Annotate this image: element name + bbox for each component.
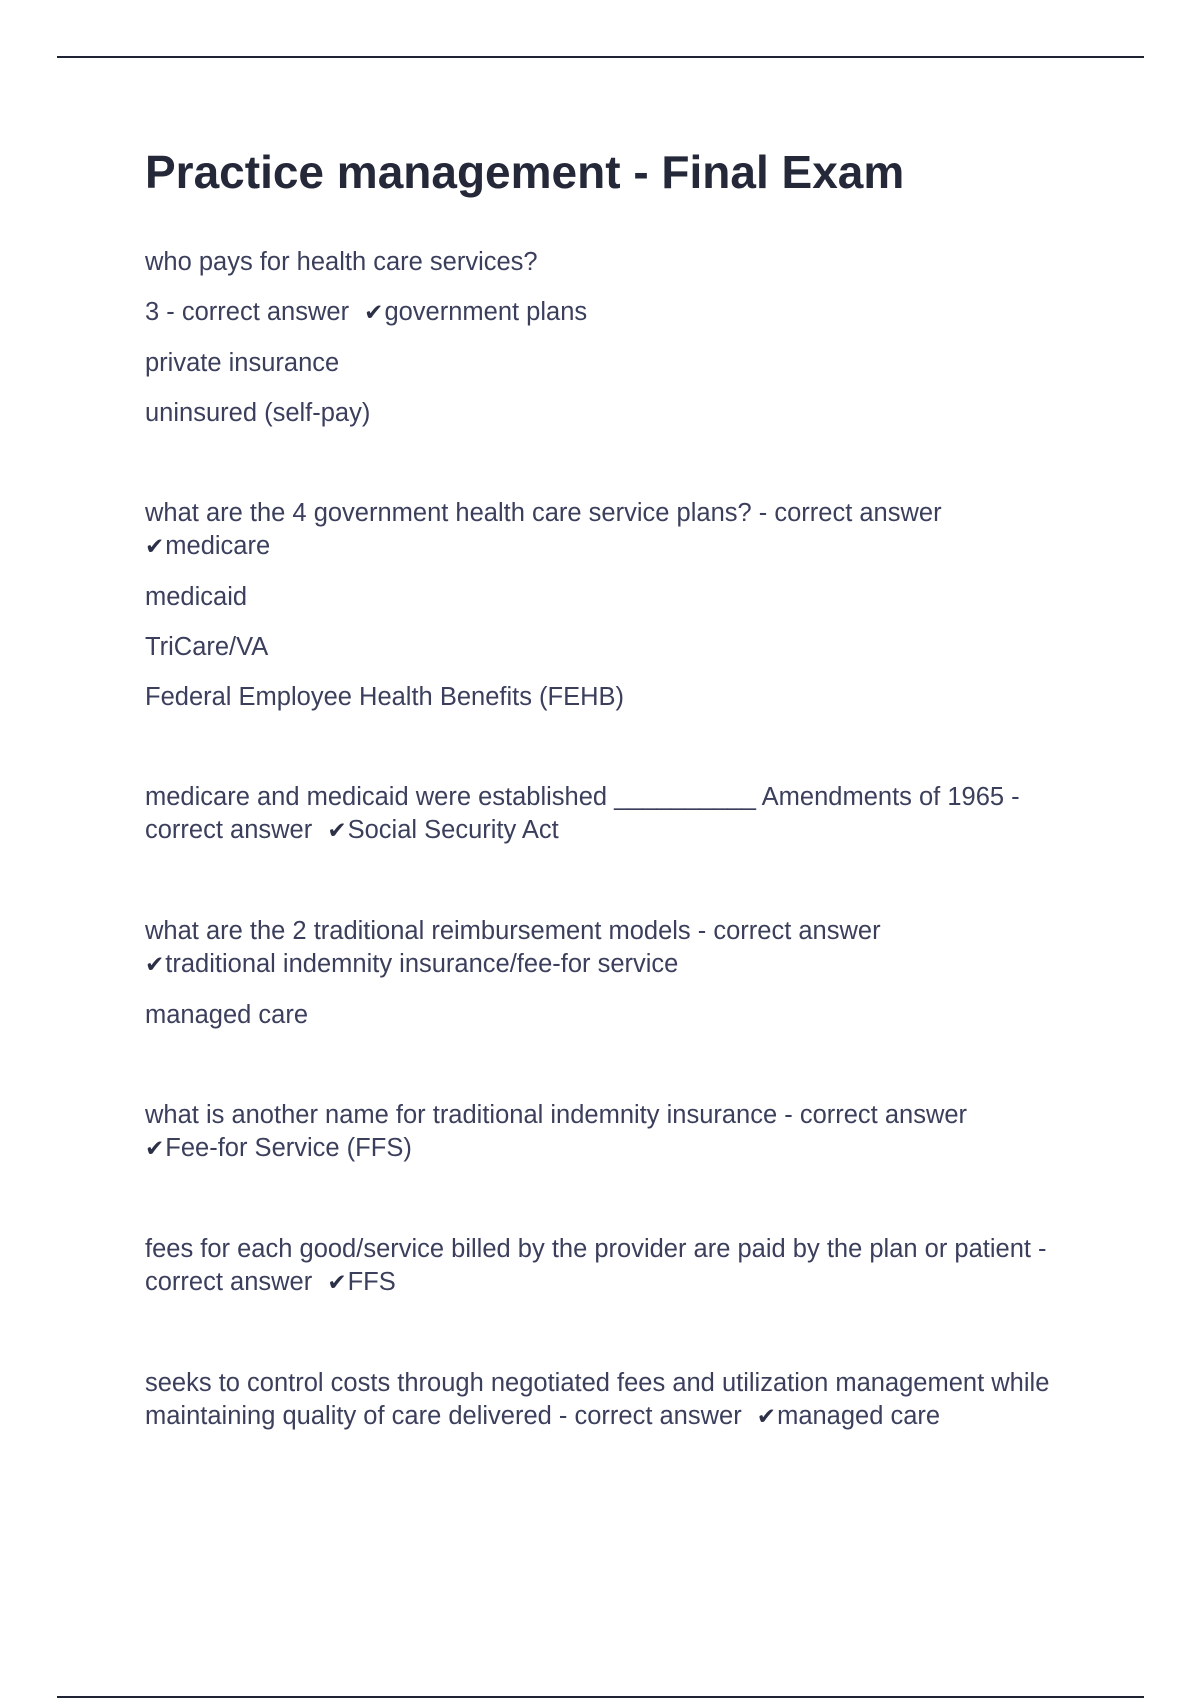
question-text: who pays for health care services? [145, 248, 538, 276]
qa-block [145, 497, 1075, 714]
question-text: what is another name for traditional indemnity insurance - correct answer [145, 1101, 968, 1129]
checkmark-icon: ✔ [327, 818, 347, 844]
checkmark-icon: ✔ [145, 534, 165, 560]
qa-block [145, 1233, 1075, 1300]
document-body [145, 142, 1075, 1501]
checkmark-icon: ✔ [145, 1136, 165, 1162]
question-text: medicare and medicaid were established __________ Amendments of 1965 - correct answer [145, 783, 1020, 844]
question-text: what are the 4 government health care service plans? - correct answer [145, 499, 942, 527]
qa-block [145, 246, 1075, 430]
checkmark-icon: ✔ [145, 952, 165, 978]
answer-item: private insurance [145, 349, 340, 377]
answer-text: managed care [777, 1402, 941, 1430]
question-text: seeks to control costs through negotiated fees and utilization management while maintaining quality of care delivered - correct answer [145, 1369, 1050, 1430]
qa-block [145, 915, 1075, 1032]
answer-item: managed care [145, 1001, 309, 1029]
answer-item: uninsured (self-pay) [145, 399, 371, 427]
checkmark-icon: ✔ [327, 1270, 347, 1296]
qa-block [145, 1367, 1075, 1434]
question-answer-line [145, 497, 1075, 564]
question-text: fees for each good/service billed by the provider are paid by the plan or patient - correct answer [145, 1235, 1047, 1296]
checkmark-icon: ✔ [756, 1404, 777, 1430]
checkmark-icon: ✔ [364, 300, 384, 326]
top-rule [57, 56, 1144, 58]
qa-block [145, 781, 1075, 848]
answer-text: medicare [165, 532, 271, 560]
answer-item: Federal Employee Health Benefits (FEHB) [145, 683, 625, 711]
answer-text: traditional indemnity insurance/fee-for service [165, 950, 679, 978]
question-answer-line [145, 781, 1075, 848]
answer-prefix: 3 - correct answer [145, 298, 357, 326]
question-answer-line [145, 1367, 1075, 1434]
answer-text: FFS [347, 1268, 396, 1296]
document-title: Practice management - Final Exam [145, 146, 905, 198]
question-answer-line [145, 1233, 1075, 1300]
answer-text: Social Security Act [347, 816, 559, 844]
answer-item: medicaid [145, 583, 248, 611]
question-text: what are the 2 traditional reimbursement models - correct answer [145, 917, 881, 945]
qa-block [145, 1099, 1075, 1166]
answer-item: TriCare/VA [145, 633, 269, 661]
answer-text: government plans [384, 298, 588, 326]
bottom-rule [57, 1696, 1144, 1698]
question-answer-line [145, 915, 1075, 982]
question-answer-line [145, 1099, 1075, 1166]
answer-text: Fee-for Service (FFS) [165, 1134, 412, 1162]
answer-line [145, 296, 1075, 330]
